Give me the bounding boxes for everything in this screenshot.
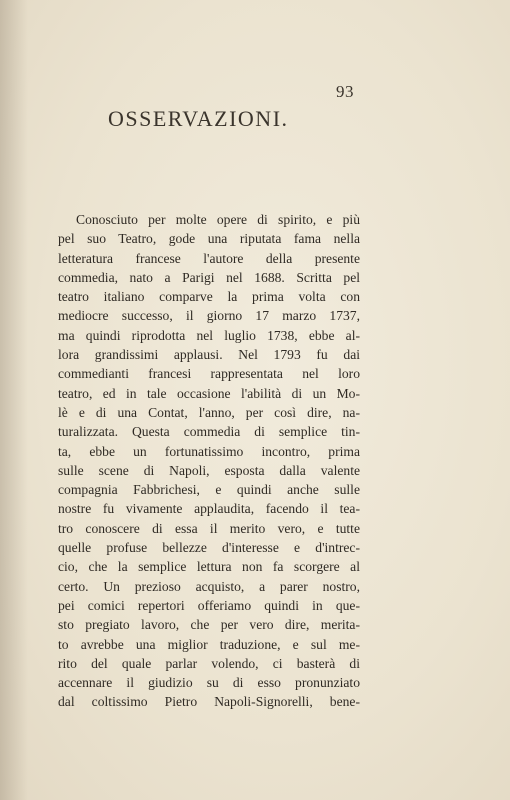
text-line: teatro, ed in tale occasione l'abilità di un Mo-	[58, 385, 360, 401]
text-line: turalizzata. Questa commedia di semplice tin-	[58, 424, 360, 440]
text-line: letteratura francese l'autore della presente	[58, 250, 360, 266]
text-line: pei comici repertori offeriamo quindi in que-	[58, 597, 360, 613]
text-line: teatro italiano comparve la prima volta con	[58, 289, 360, 305]
text-line: to avrebbe una miglior traduzione, e sul me-	[58, 636, 360, 652]
text-line: tro conoscere di essa il merito vero, e tutte	[58, 520, 360, 536]
body-paragraph	[58, 210, 360, 712]
text-line: dal coltissimo Pietro Napoli-Signorelli, bene-	[58, 694, 360, 710]
section-title: OSSERVAZIONI.	[108, 106, 289, 131]
text-line: rito del quale parlar volendo, ci basterà di	[58, 655, 360, 671]
text-line: Conosciuto per molte opere di spirito, e più	[76, 212, 360, 227]
text-line: sto pregiato lavoro, che per vero dire, merita-	[58, 617, 360, 633]
text-line: compagnia Fabbrichesi, e quindi anche sulle	[58, 482, 360, 498]
text-line: certo. Un prezioso acquisto, a parer nostro,	[58, 578, 360, 594]
binding-shadow	[0, 0, 28, 800]
text-line: sulle scene di Napoli, esposta dalla valente	[58, 462, 360, 478]
text-line: lora grandissimi applausi. Nel 1793 fu dai	[58, 347, 360, 363]
text-line: ma quindi riprodotta nel luglio 1738, ebbe al-	[58, 327, 360, 343]
text-line: quelle profuse bellezze d'interesse e d'intrec-	[58, 540, 360, 556]
text-line: accennare il giudizio su di esso pronunziato	[58, 675, 360, 691]
page-number: 93	[336, 82, 354, 101]
text-line: lè e di una Contat, l'anno, per così dire, na-	[58, 404, 360, 420]
text-line: nostre fu vivamente applaudita, facendo il tea-	[58, 501, 360, 517]
text-line: mediocre successo, il giorno 17 marzo 1737,	[58, 308, 360, 324]
text-line: commedia, nato a Parigi nel 1688. Scritta pel	[58, 269, 360, 285]
text-line: commedianti francesi rappresentata nel loro	[58, 366, 360, 382]
text-line: ta, ebbe un fortunatissimo incontro, prima	[58, 443, 360, 459]
text-line: pel suo Teatro, gode una riputata fama nella	[58, 231, 360, 247]
text-line: cio, che la semplice lettura non fa scorgere al	[58, 559, 360, 575]
